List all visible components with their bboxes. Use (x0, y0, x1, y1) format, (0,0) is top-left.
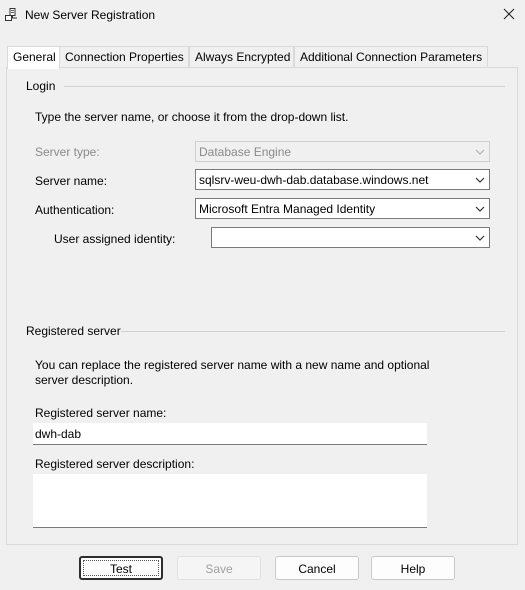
authentication-value: Microsoft Entra Managed Identity (199, 202, 376, 216)
tab-always-encrypted[interactable] (189, 46, 294, 68)
authentication-label: Authentication: (35, 203, 115, 217)
tab-label: General (13, 50, 56, 64)
user-assigned-identity-label: User assigned identity: (54, 232, 176, 246)
server-type-label: Server type: (35, 145, 100, 159)
server-name-combobox[interactable] (195, 169, 490, 190)
registered-server-name-label: Registered server name: (35, 406, 167, 420)
tab-additional-connection-parameters[interactable] (294, 46, 488, 68)
tab-label: Connection Properties (65, 50, 184, 64)
test-button[interactable] (79, 556, 163, 580)
tab-label: Always Encrypted (195, 50, 291, 64)
user-assigned-identity-dropdown[interactable] (211, 227, 490, 248)
login-group-divider (64, 86, 505, 87)
focus-rectangle (83, 560, 159, 576)
server-type-dropdown[interactable] (195, 141, 490, 162)
server-registration-icon (5, 8, 19, 22)
tab-general[interactable] (7, 46, 60, 69)
close-icon[interactable] (497, 3, 521, 25)
chevron-down-icon (474, 146, 486, 158)
registered-server-group-divider (121, 331, 505, 332)
server-name-value: sqlsrv-weu-dwh-dab.database.windows.net (199, 173, 429, 187)
title-bar (0, 0, 525, 30)
save-button-label: Save (205, 562, 233, 576)
test-button-label: Test (109, 562, 132, 576)
chevron-down-icon[interactable] (474, 174, 486, 186)
login-instruction: Type the server name, or choose it from the drop-down list. (35, 110, 349, 124)
window-title: New Server Registration (25, 8, 156, 22)
registered-server-description-label: Registered server description: (35, 457, 195, 471)
registered-instruction-line2: server description. (35, 373, 134, 387)
cancel-button-label: Cancel (298, 562, 336, 576)
save-button[interactable] (177, 556, 261, 580)
help-button-label: Help (400, 562, 426, 576)
tab-label: Additional Connection Parameters (300, 50, 483, 64)
cancel-button[interactable] (275, 556, 359, 580)
chevron-down-icon[interactable] (474, 203, 486, 215)
registered-server-name-input[interactable] (33, 423, 427, 445)
login-group-title: Login (26, 79, 56, 93)
registered-instruction-line1: You can replace the registered server name with a new name and optional (35, 358, 430, 372)
help-button[interactable] (371, 556, 455, 580)
server-type-value: Database Engine (199, 145, 292, 159)
chevron-down-icon[interactable] (474, 232, 486, 244)
authentication-dropdown[interactable] (195, 198, 490, 219)
tab-connection-properties[interactable] (59, 46, 189, 68)
registered-server-description-input[interactable] (33, 474, 427, 528)
server-name-label: Server name: (35, 174, 108, 188)
registered-server-group-title: Registered server (26, 324, 121, 338)
